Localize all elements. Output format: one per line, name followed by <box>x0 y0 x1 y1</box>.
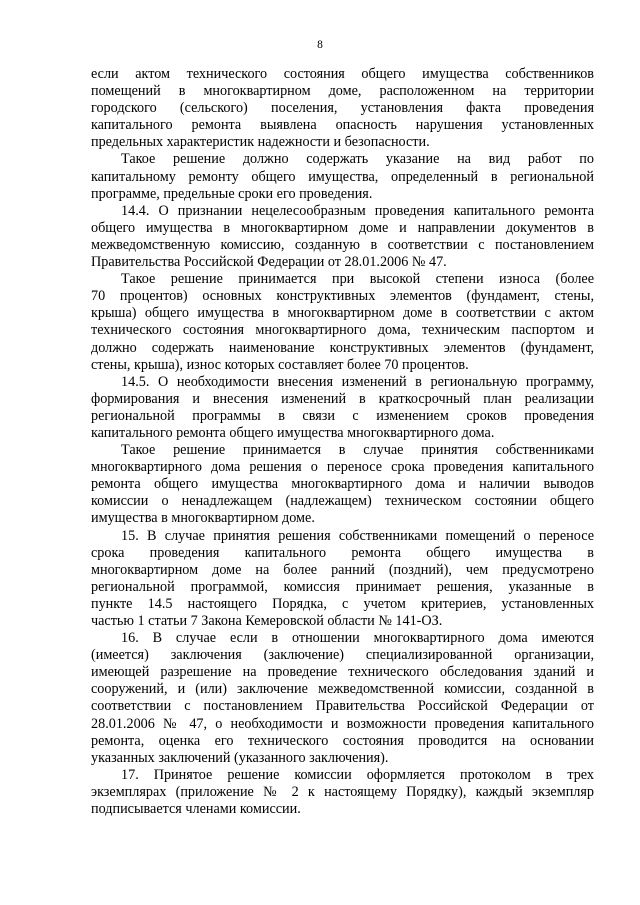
text-line: городского (сельского) поселения, установления факта проведения <box>91 100 594 117</box>
text-line: частью 1 статьи 7 Закона Кемеровской области № 141-ОЗ. <box>91 613 443 629</box>
paragraph <box>91 767 594 818</box>
document-body <box>91 66 594 818</box>
text-line: ремонта общего имущества многоквартирного дома и наличии выводов <box>91 476 594 493</box>
text-line: предельных характеристик надежности и безопасности. <box>91 134 430 151</box>
text-line: комиссии о ненадлежащем (надлежащем) техническом состоянии общего <box>91 493 594 510</box>
text-line: экземплярах (приложение № 2 к настоящему Порядку), каждый экземпляр <box>91 783 594 800</box>
text-line: стены, крыша), износ которых составляет более 70 процентов. <box>91 356 469 373</box>
text-line: капитального ремонта общего имущества многоквартирного дома. <box>91 424 495 441</box>
paragraph <box>91 66 594 151</box>
text-line: 16. В случае если в отношении многоквартирного дома имеются <box>121 630 594 647</box>
text-line: 15. В случае принятия решения собственниками помещений о переносе <box>121 527 594 544</box>
text-line: Такое решение принимается при высокой степени износа (более <box>121 271 594 288</box>
text-line: межведомственную комиссию, созданную в соответствии с постановлением <box>91 236 594 253</box>
text-line: капитального ремонта выявлена опасность нарушения установленных <box>91 117 594 134</box>
text-line: формирования и внесения изменений в краткосрочный план реализации <box>91 390 594 407</box>
text-line: региональной программы в связи с изменением сроков проведения <box>91 407 594 424</box>
text-line: Такое решение принимается в случае принятия собственниками <box>121 442 594 459</box>
paragraph <box>91 374 594 442</box>
text-line: помещений в многоквартирном доме, расположенном на территории <box>91 83 594 100</box>
text-line: указанных заключений (указанного заключения). <box>91 749 389 766</box>
paragraph <box>91 151 594 202</box>
text-line: многоквартирного дома решения о переносе срока проведения капитального <box>91 459 594 476</box>
text-line: сооружений, и (или) заключение межведомственной комиссии, созданной в <box>91 681 594 698</box>
text-line: 17. Принятое решение комиссии оформляется протоколом в трех <box>121 766 594 783</box>
text-line: 14.5. О необходимости внесения изменений в региональную программу, <box>121 373 594 390</box>
paragraph <box>91 528 594 631</box>
text-line: программе, предельные сроки его проведения. <box>91 185 373 202</box>
text-line: крыша) общего имущества в многоквартирном доме в соответствии с актом <box>91 305 594 322</box>
text-line: соответствии с постановлением Правительства Российской Федерации от <box>91 698 594 715</box>
text-line: должно содержать наименование конструктивных элементов (фундамент, <box>91 339 594 356</box>
text-line: капитальному ремонту общего имущества, определенный в региональной <box>91 168 594 185</box>
page-number: 8 <box>317 39 323 51</box>
text-line: 70 процентов) основных конструктивных элементов (фундамент, стены, <box>91 288 594 305</box>
text-line: пункте 14.5 настоящего Порядка, с учетом критериев, установленных <box>91 595 594 612</box>
paragraph <box>91 442 594 527</box>
text-line: имущества в многоквартирном доме. <box>91 510 315 527</box>
text-line: подписывается членами комиссии. <box>91 801 301 818</box>
text-line: технического состояния многоквартирного дома, техническим паспортом и <box>91 322 594 339</box>
text-line: ремонта, оценка его технического состояния проводится на основании <box>91 732 594 749</box>
text-line: если актом технического состояния общего имущества собственников <box>91 66 594 82</box>
paragraph <box>91 271 594 374</box>
text-line: региональной программой, комиссия принимает решения, указанные в <box>91 578 594 595</box>
text-line: Такое решение должно содержать указание на вид работ по <box>121 151 594 168</box>
text-line: срока проведения капитального ремонта общего имущества в <box>91 544 594 561</box>
text-line: 14.4. О признании нецелесообразным проведения капитального ремонта <box>121 202 594 219</box>
text-line: 28.01.2006 № 47, о необходимости и возможности проведения капитального <box>91 715 594 732</box>
text-line: (имеется) заключения (заключение) специализированной организации, <box>91 647 594 664</box>
text-line: имеющей разрешение на проведение технического обследования зданий и <box>91 664 594 681</box>
paragraph <box>91 203 594 271</box>
text-line: общего имущества в многоквартирном доме и направлении документов в <box>91 219 594 236</box>
text-line: Правительства Российской Федерации от 28.01.2006 № 47. <box>91 254 447 271</box>
paragraph <box>91 630 594 767</box>
text-line: многоквартирном доме на более ранний (поздний), чем предусмотрено <box>91 561 594 578</box>
